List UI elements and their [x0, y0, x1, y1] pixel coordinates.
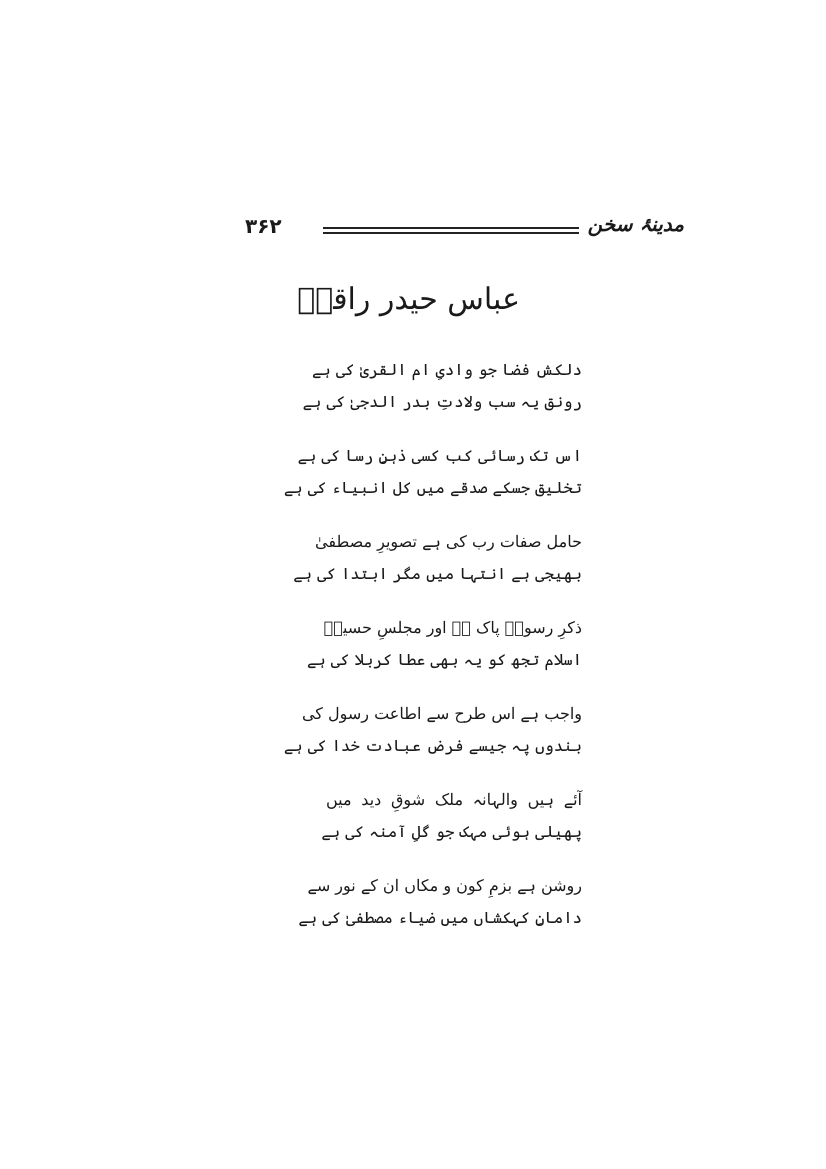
verse-line: تخلیق جسکے صدقے میں کل انبیاء کی ہے — [283, 478, 582, 497]
header-double-rule — [323, 227, 579, 234]
running-book-title: مدینۂ سخن — [587, 212, 684, 236]
verse-line: اسلام تجھ کو یہ بھی عطا کربلا کی ہے — [306, 650, 582, 669]
verse-line: رونق یہ سب ولادتِ بدر الدجیٰ کی ہے — [302, 392, 582, 411]
verse-line: بندوں پہ جیسے فرض عبادت خدا کی ہے — [283, 736, 582, 755]
verse-line: آئے ہیں والہانہ ملک شوقِ دید میں — [326, 790, 582, 809]
verse-line: بھیجی ہے انتہا میں مگر ابتدا کی ہے — [293, 564, 582, 583]
couplet-6 — [321, 784, 582, 848]
couplet-4 — [306, 612, 582, 676]
couplet-3 — [293, 526, 582, 590]
couplet-5 — [283, 698, 582, 762]
verse-line: حامل صفات رب کی ہے تصویرِ مصطفیٰ — [315, 532, 582, 551]
couplet-2 — [283, 440, 582, 504]
verse-line: روشن ہے بزمِ کون و مکاں ان کے نور سے — [307, 876, 582, 895]
couplet-1 — [302, 354, 582, 418]
couplet-7 — [298, 870, 582, 934]
page-number: ۳۶۲ — [245, 214, 282, 238]
poem-body — [283, 354, 582, 956]
verse-line: پھیلی ہوئی مہک جو گلِ آمنہ کی ہے — [321, 822, 582, 841]
poet-name-heading: عباس حیدر راقمؔ — [297, 282, 520, 317]
verse-line: اس تک رسائی کب کسی ذہنِ رسا کی ہے — [297, 446, 582, 465]
verse-line: دامانِ کہکشاں میں ضیاء مصطفیٰ کی ہے — [298, 908, 582, 927]
verse-line: واجب ہے اس طرح سے اطاعت رسول کی — [301, 704, 582, 723]
verse-line: ذکرِ رسولؐ پاک ہے اور مجلسِ حسینؑ — [323, 618, 582, 637]
verse-line: دلکش فضا جو وادیِ ام القریٰ کی ہے — [312, 360, 582, 379]
